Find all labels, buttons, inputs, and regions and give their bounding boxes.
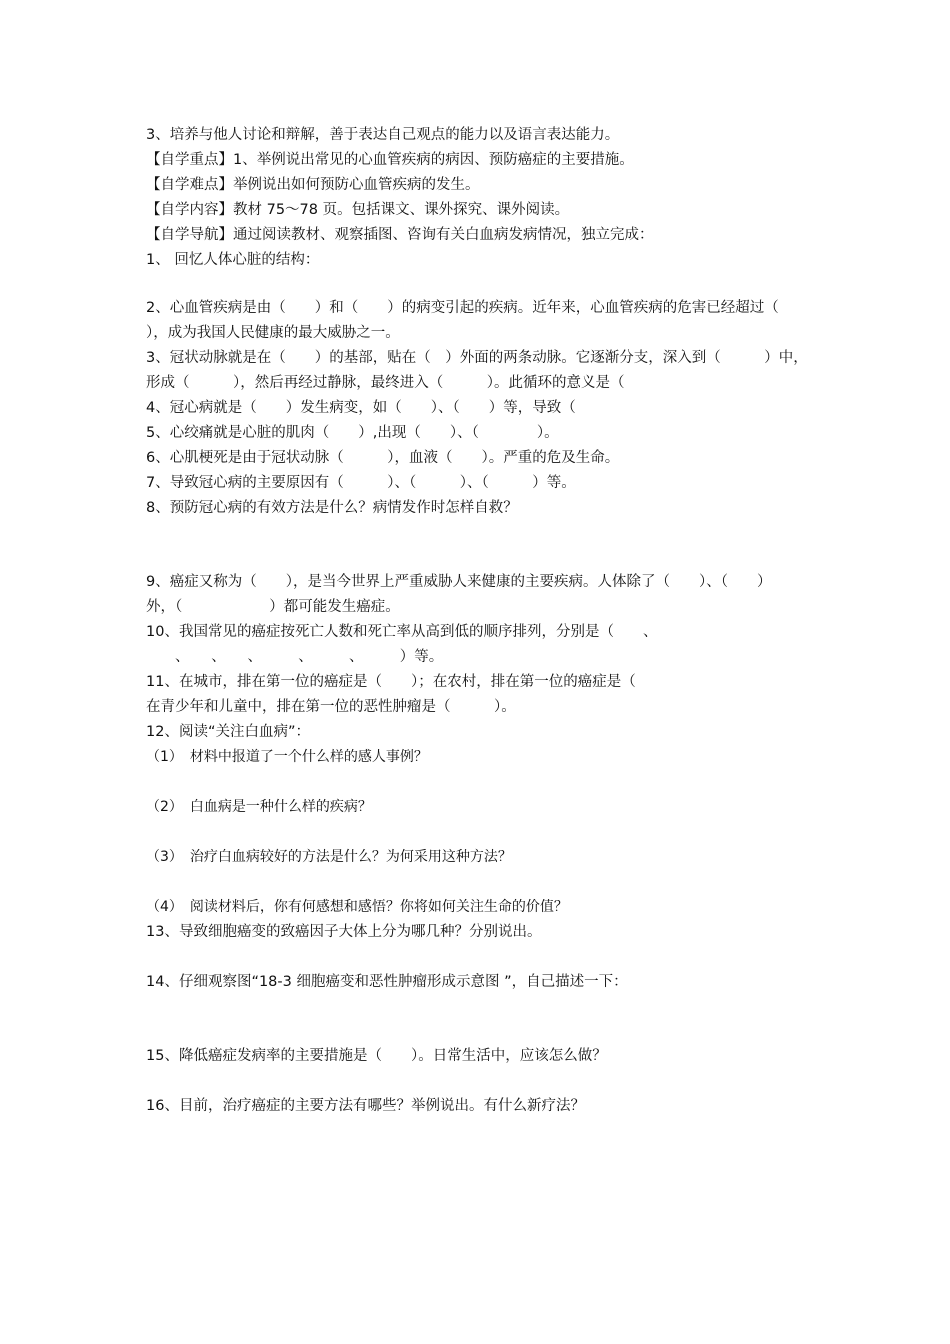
study-content: 【自学内容】教材 75～78 页。包括课文、课外探究、课外阅读。	[146, 202, 570, 218]
question-3: 3、冠状动脉就是在（ ）的基部，贴在（ ）外面的两条动脉。它逐渐分支，深入到（ ）中，	[146, 350, 808, 366]
question-2-cont: ），成为我国人民健康的最大威胁之一。	[146, 325, 400, 341]
question-6: 6、心肌梗死是由于冠状动脉（ ），血液（ ）。严重的危及生命。	[146, 450, 620, 466]
study-guide: 【自学导航】通过阅读教材、观察插图、咨询有关白血病发病情况，独立完成：	[146, 227, 654, 243]
question-3-cont: 形成（ ），然后再经过静脉，最终进入（ ）。此循环的意义是（	[146, 375, 625, 391]
question-2: 2、心血管疾病是由（ ）和（ ）的病变引起的疾病。近年来，心血管疾病的危害已经超过（	[146, 300, 779, 316]
question-12-3: （3） 治疗白血病较好的方法是什么？为何采用这种方法？	[146, 849, 512, 865]
question-12-2: （2） 白血病是一种什么样的疾病？	[146, 799, 372, 815]
question-7: 7、导致冠心病的主要原因有（ ）、（ ）、（ ）等。	[146, 475, 576, 491]
question-10-cont: 、 、 、 、 、 ）等。	[146, 649, 444, 665]
study-difficulty: 【自学难点】举例说出如何预防心血管疾病的发生。	[146, 177, 480, 193]
question-11-cont: 在青少年和儿童中，排在第一位的恶性肿瘤是（ ）。	[146, 699, 516, 715]
question-11: 11、在城市，排在第一位的癌症是（ ）；在农村，排在第一位的癌症是（	[146, 674, 636, 690]
question-1: 1、 回忆人体心脏的结构：	[146, 252, 320, 268]
question-9-cont: 外，（ ）都可能发生癌症。	[146, 599, 400, 615]
question-16: 16、目前，治疗癌症的主要方法有哪些？举例说出。有什么新疗法？	[146, 1098, 585, 1114]
objective-3: 3、培养与他人讨论和辩解，善于表达自己观点的能力以及语言表达能力。	[146, 127, 620, 143]
question-15: 15、降低癌症发病率的主要措施是（ ）。日常生活中，应该怎么做？	[146, 1048, 607, 1064]
question-12: 12、阅读“关注白血病”：	[146, 724, 310, 740]
study-focus: 【自学重点】1、举例说出常见的心血管疾病的病因、预防癌症的主要措施。	[146, 152, 634, 168]
question-10: 10、我国常见的癌症按死亡人数和死亡率从高到低的顺序排列，分别是（ 、	[146, 624, 658, 640]
question-4: 4、冠心病就是（ ）发生病变，如（ ）、（ ）等，导致（	[146, 400, 576, 416]
question-12-4: （4） 阅读材料后，你有何感想和感悟？你将如何关注生命的价值？	[146, 899, 568, 915]
question-9: 9、癌症又称为（ ），是当今世界上严重威胁人来健康的主要疾病。人体除了（ ）、（ ）	[146, 574, 772, 590]
question-12-1: （1） 材料中报道了一个什么样的感人事例？	[146, 749, 428, 765]
question-14: 14、仔细观察图“18-3 细胞癌变和恶性肿瘤形成示意图 ”，自己描述一下：	[146, 974, 628, 990]
question-5: 5、心绞痛就是心脏的肌肉（ ）,出现（ ）、（ ）。	[146, 425, 559, 441]
question-8: 8、预防冠心病的有效方法是什么？病情发作时怎样自救？	[146, 500, 518, 516]
question-13: 13、导致细胞癌变的致癌因子大体上分为哪几种？分别说出。	[146, 924, 542, 940]
